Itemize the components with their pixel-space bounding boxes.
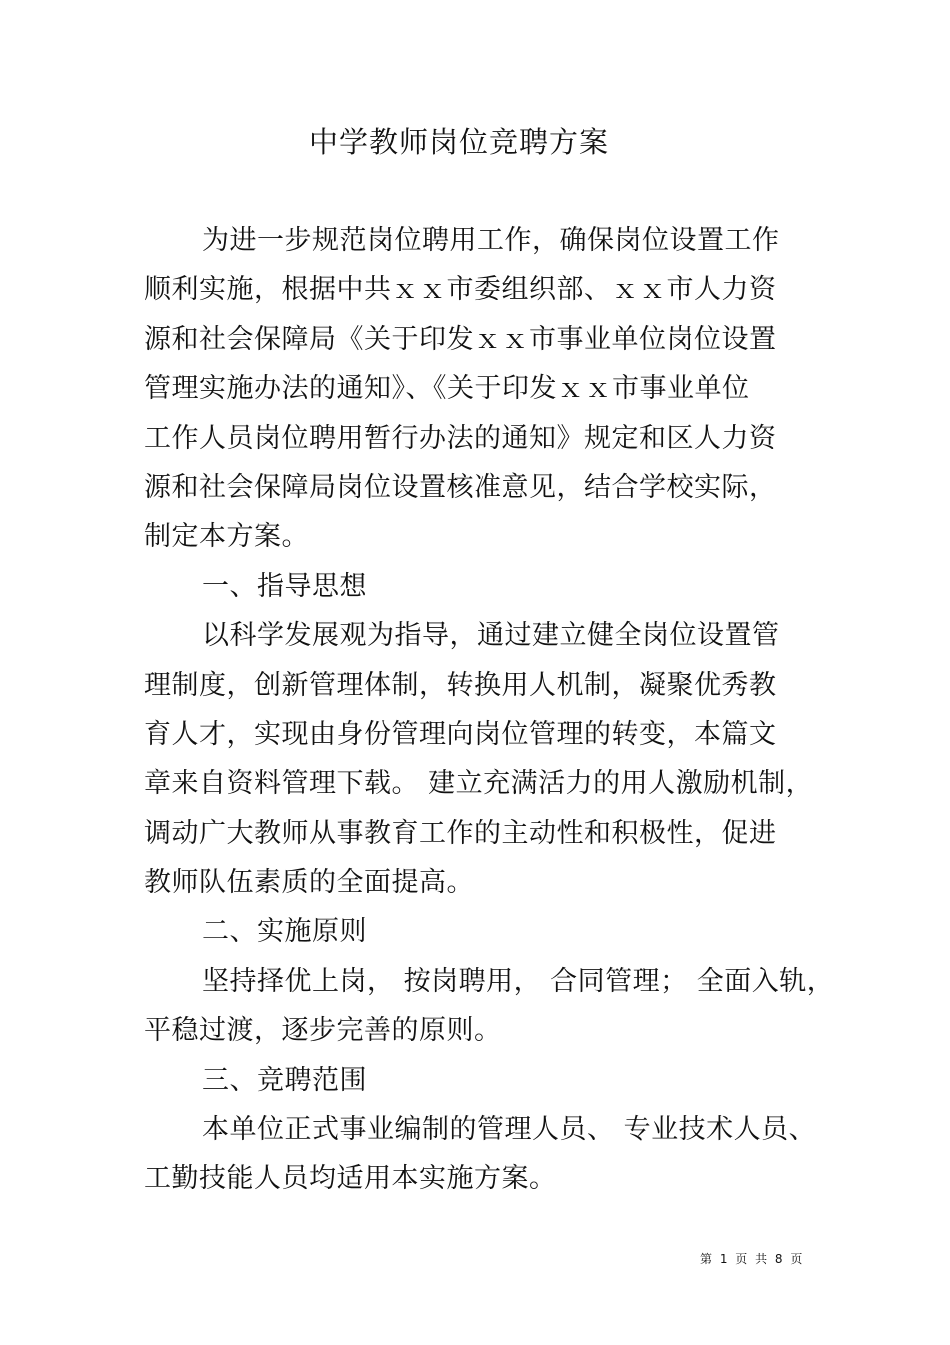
document-body xyxy=(144,216,835,1204)
paragraph-line: 调动广大教师从事教育工作的主动性和积极性，促进 xyxy=(144,817,777,849)
paragraph-line: 工勤技能人员均适用本实施方案。 xyxy=(144,1163,557,1195)
section-heading: 一、指导思想 xyxy=(202,570,367,602)
document-title: 中学教师岗位竞聘方案 xyxy=(308,125,609,159)
paragraph-line: 工作人员岗位聘用暂行办法的通知》规定和区人力资 xyxy=(144,422,777,454)
paragraph-line: 制定本方案。 xyxy=(144,521,309,553)
paragraph-line: 坚持择优上岗， 按岗聘用， 合同管理； 全面入轨， xyxy=(202,965,835,997)
section-heading: 三、竞聘范围 xyxy=(202,1064,367,1096)
paragraph-line: 顺利实施，根据中共ｘｘ市委组织部、ｘｘ市人力资 xyxy=(144,274,777,306)
paragraph-line: 管理实施办法的通知》、《关于印发ｘｘ市事业单位 xyxy=(144,373,750,405)
paragraph-line: 章来自资料管理下载。 建立充满活力的用人激励机制， xyxy=(144,768,814,800)
page-number: 第 1 页 共 8 页 xyxy=(700,1252,805,1266)
paragraph-line: 源和社会保障局《关于印发ｘｘ市事业单位岗位设置 xyxy=(144,323,777,355)
paragraph-line: 本单位正式事业编制的管理人员、 专业技术人员、 xyxy=(202,1114,817,1146)
section-heading: 二、实施原则 xyxy=(202,916,367,948)
paragraph-line: 以科学发展观为指导，通过建立健全岗位设置管 xyxy=(202,620,780,652)
paragraph-line: 平稳过渡，逐步完善的原则。 xyxy=(144,1015,502,1047)
paragraph-line: 育人才，实现由身份管理向岗位管理的转变，本篇文 xyxy=(144,718,777,750)
paragraph-line: 源和社会保障局岗位设置核准意见，结合学校实际， xyxy=(144,471,777,503)
paragraph-line: 理制度，创新管理体制，转换用人机制，凝聚优秀教 xyxy=(144,669,777,701)
paragraph-line: 教师队伍素质的全面提高。 xyxy=(144,867,474,899)
paragraph-line: 为进一步规范岗位聘用工作，确保岗位设置工作 xyxy=(202,225,780,256)
